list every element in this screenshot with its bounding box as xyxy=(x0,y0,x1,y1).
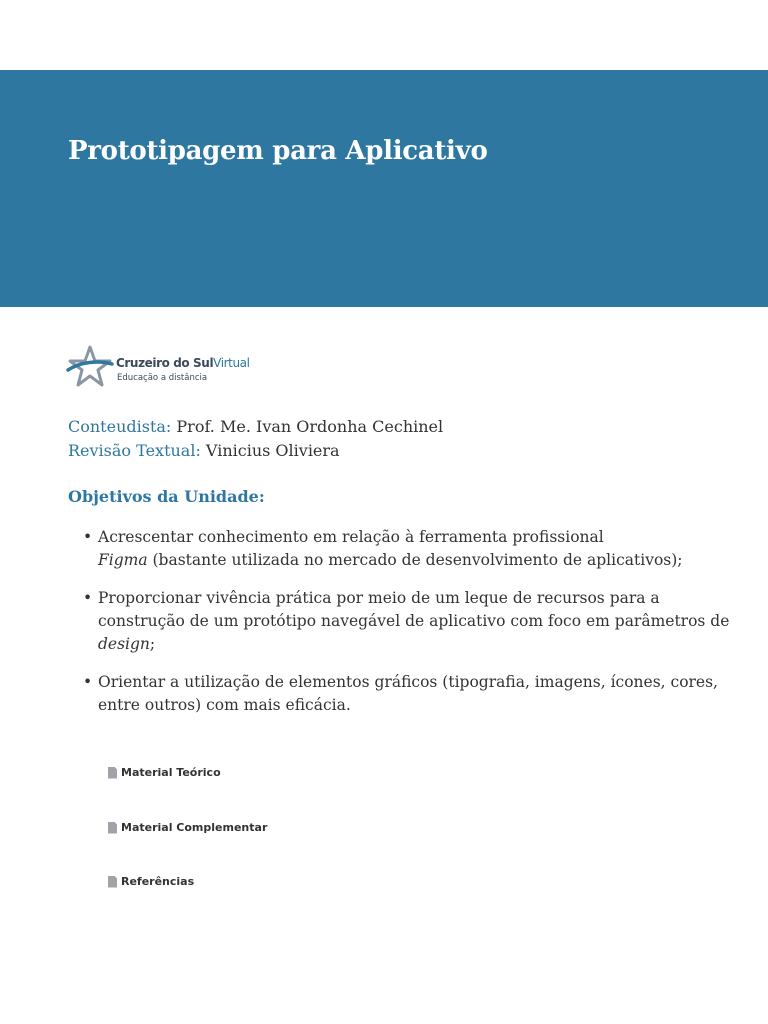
objective-italic: Figma xyxy=(98,551,148,569)
objective-text-end: ; xyxy=(149,635,156,653)
section-link-material-complementar[interactable] xyxy=(108,821,267,834)
credits xyxy=(68,415,443,463)
review-value: Vinicius Oliviera xyxy=(200,441,340,460)
author-value: Prof. Me. Ivan Ordonha Cechinel xyxy=(171,417,444,436)
section-link-label: Material Complementar xyxy=(121,821,268,834)
document-icon xyxy=(108,767,117,779)
logo-name-primary: Cruzeiro do Sul xyxy=(116,356,214,370)
objective-text: Acrescentar conhecimento em relação à ferramenta profissional xyxy=(98,528,604,546)
logo-name xyxy=(116,356,250,370)
section-link-label: Referências xyxy=(121,875,195,888)
objectives-title: Objetivos da Unidade: xyxy=(68,487,265,506)
page-title: Prototipagem para Aplicativo xyxy=(68,136,488,166)
section-link-label: Material Teórico xyxy=(121,766,221,779)
author-label: Conteudista: xyxy=(68,417,172,436)
objectives-list xyxy=(80,526,738,732)
list-item xyxy=(98,587,738,656)
objective-italic: design xyxy=(98,635,150,653)
objective-text: Proporcionar vivência prática por meio de um leque de recursos para a construção de um protótipo navegável de aplicativo com foco em parâmetros de xyxy=(98,589,730,630)
section-link-material-teorico[interactable] xyxy=(108,766,221,779)
document-icon xyxy=(108,876,117,888)
logo-name-secondary: Virtual xyxy=(213,356,250,370)
header-banner xyxy=(0,70,768,307)
author-line xyxy=(68,415,443,439)
objective-text: Orientar a utilização de elementos gráficos (tipografia, imagens, ícones, cores, entre outros) com mais eficácia. xyxy=(98,673,718,714)
star-logo-icon xyxy=(66,344,114,388)
list-item xyxy=(98,526,738,572)
logo-tagline: Educação a distância xyxy=(117,373,208,383)
review-line xyxy=(68,439,443,463)
institution-logo xyxy=(66,344,250,388)
review-label: Revisão Textual: xyxy=(68,441,201,460)
document-icon xyxy=(108,822,117,834)
objective-text-end: (bastante utilizada no mercado de desenvolvimento de aplicativos); xyxy=(147,551,683,569)
section-link-referencias[interactable] xyxy=(108,875,194,888)
list-item xyxy=(98,671,738,717)
